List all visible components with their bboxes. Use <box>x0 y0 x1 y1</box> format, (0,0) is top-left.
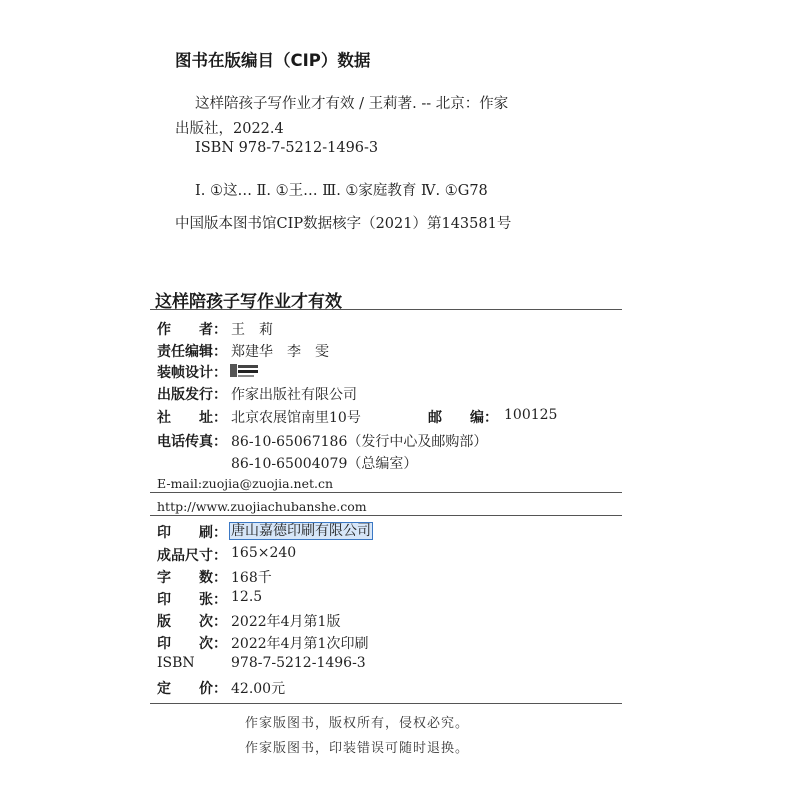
publisher-value: 作家出版社有限公司 <box>231 387 357 403</box>
design-studio-logo <box>230 363 260 379</box>
address-value: 北京农展馆南里10号 <box>231 410 361 426</box>
isbn-label: ISBN <box>157 655 195 671</box>
website-divider <box>150 515 622 516</box>
cip-isbn: ISBN 978-7-5212-1496-3 <box>195 140 379 156</box>
printer-value-wrap[interactable] <box>229 520 373 540</box>
sheets-value: 12.5 <box>231 589 263 605</box>
edition-label: 版 次： <box>157 614 227 630</box>
address-label: 社 址： <box>157 410 227 426</box>
isbn-value: 978-7-5212-1496-3 <box>231 655 366 671</box>
footer-copyright: 作家版图书，版权所有，侵权必究。 <box>245 716 470 731</box>
impression-label: 印 次： <box>157 636 227 652</box>
cip-heading: 图书在版编目（CIP）数据 <box>175 51 371 70</box>
book-title: 这样陪孩子写作业才有效 <box>155 292 342 312</box>
author-value: 王 莉 <box>231 322 273 338</box>
price-label: 定 价： <box>157 681 227 697</box>
author-label: 作 者： <box>157 322 227 338</box>
words-label: 字 数： <box>157 570 227 586</box>
cip-library-record: 中国版本图书馆CIP数据核字（2021）第143581号 <box>175 216 512 232</box>
footer-replacement: 作家版图书，印装错误可随时退换。 <box>245 741 470 756</box>
impression-value: 2022年4月第1次印刷 <box>231 636 369 652</box>
price-value: 42.00元 <box>231 681 286 697</box>
title-divider <box>150 309 622 310</box>
sheets-label: 印 张： <box>157 592 227 608</box>
email-divider <box>150 492 622 493</box>
email-line: E-mail:zuojia@zuojia.net.cn <box>157 476 334 491</box>
printer-value[interactable]: 唐山嘉德印刷有限公司 <box>231 523 371 539</box>
cip-entry-line1: 这样陪孩子写作业才有效 / 王莉著. -- 北京：作家 <box>195 96 509 112</box>
design-label: 装帧设计： <box>157 365 227 381</box>
website-line: http://www.zuojiachubanshe.com <box>157 499 367 514</box>
size-value: 165×240 <box>231 545 297 561</box>
words-value: 168千 <box>231 570 272 586</box>
size-label: 成品尺寸： <box>157 548 227 564</box>
cip-entry-line2: 出版社，2022.4 <box>175 121 284 137</box>
postcode-value: 100125 <box>504 407 558 423</box>
printer-label: 印 刷： <box>157 525 227 541</box>
editor-label: 责任编辑： <box>157 344 227 360</box>
phone-value-2: 86-10-65004079（总编室） <box>231 456 418 472</box>
cip-subjects: Ⅰ. ①这… Ⅱ. ①王… Ⅲ. ①家庭教育 Ⅳ. ①G78 <box>195 183 488 199</box>
publisher-label: 出版发行： <box>157 387 227 403</box>
postcode-label: 邮 编： <box>428 410 498 426</box>
bottom-divider <box>150 703 622 704</box>
phone-value-1: 86-10-65067186（发行中心及邮购部） <box>231 434 488 450</box>
editor-value: 郑建华 李 雯 <box>231 344 329 360</box>
edition-value: 2022年4月第1版 <box>231 614 341 630</box>
phone-label: 电话传真： <box>157 434 227 450</box>
